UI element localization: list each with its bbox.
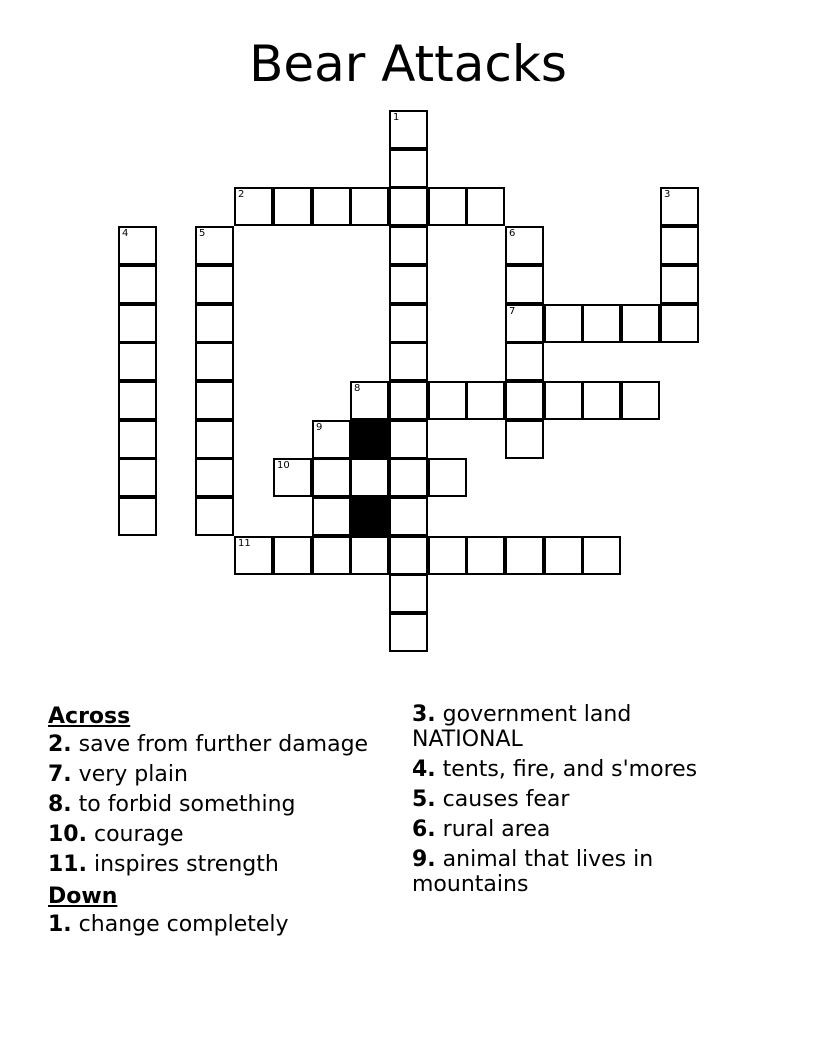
grid-cell[interactable] (544, 381, 583, 420)
grid-cell[interactable] (660, 187, 699, 226)
grid-cell[interactable] (350, 381, 389, 420)
grid-cell[interactable] (312, 497, 351, 536)
grid-cell[interactable] (273, 458, 312, 497)
grid-cell[interactable] (350, 458, 389, 497)
grid-cell[interactable] (389, 497, 428, 536)
grid-cell[interactable] (505, 381, 544, 420)
clue-number: 1 (393, 112, 400, 123)
clue-number: 3 (664, 189, 671, 200)
across-heading: Across (48, 704, 131, 729)
grid-cell[interactable] (505, 265, 544, 304)
grid-cell[interactable] (660, 265, 699, 304)
clue-down-1: 1. change completely (48, 912, 289, 937)
grid-cell[interactable] (389, 110, 428, 149)
grid-cell[interactable] (234, 187, 273, 226)
grid-cell[interactable] (389, 265, 428, 304)
grid-cell[interactable] (273, 536, 312, 575)
grid-cell[interactable] (195, 420, 234, 459)
clue-across-2: 2. save from further damage (48, 732, 369, 757)
grid-cell[interactable] (195, 226, 234, 265)
grid-cell[interactable] (428, 458, 467, 497)
grid-cell[interactable] (428, 381, 467, 420)
grid-cell[interactable] (195, 304, 234, 343)
grid-cell[interactable] (195, 342, 234, 381)
clue-number: 7 (509, 306, 516, 317)
grid-cell[interactable] (195, 458, 234, 497)
clue-number: 10 (277, 460, 290, 471)
grid-cell[interactable] (582, 381, 621, 420)
grid-cell[interactable] (466, 381, 505, 420)
grid-cell[interactable] (389, 536, 428, 575)
grid-cell[interactable] (466, 536, 505, 575)
grid-cell[interactable] (118, 420, 157, 459)
grid-cell[interactable] (428, 536, 467, 575)
clues-left-column (48, 702, 393, 942)
grid-cell[interactable] (621, 304, 660, 343)
clue-number: 8 (354, 383, 361, 394)
grid-cell[interactable] (389, 613, 428, 652)
grid-cell[interactable] (312, 536, 351, 575)
grid-cell[interactable] (582, 304, 621, 343)
clue-down-3: 3. government land NATIONAL (412, 702, 632, 752)
grid-cell[interactable] (350, 536, 389, 575)
block-cell (350, 497, 389, 536)
clue-number: 2 (238, 189, 245, 200)
grid-cell[interactable] (195, 381, 234, 420)
clue-down-9: 9. animal that lives in mountains (412, 847, 654, 897)
grid-cell[interactable] (273, 187, 312, 226)
grid-cell[interactable] (118, 342, 157, 381)
clue-number: 5 (199, 228, 206, 239)
clue-number: 11 (238, 538, 251, 549)
clues-right-column (412, 702, 712, 902)
grid-cell[interactable] (234, 536, 273, 575)
clue-number: 6 (509, 228, 516, 239)
grid-cell[interactable] (505, 342, 544, 381)
grid-cell[interactable] (505, 304, 544, 343)
grid-cell[interactable] (660, 226, 699, 265)
clue-down-4: 4. tents, fire, and s'mores (412, 757, 698, 782)
grid-cell[interactable] (118, 381, 157, 420)
clue-across-8: 8. to forbid something (48, 792, 296, 817)
clue-across-10: 10. courage (48, 822, 184, 847)
grid-cell[interactable] (350, 187, 389, 226)
grid-cell[interactable] (195, 265, 234, 304)
clue-across-11: 11. inspires strength (48, 852, 279, 877)
grid-cell[interactable] (118, 458, 157, 497)
block-cell (350, 420, 389, 459)
grid-cell[interactable] (118, 265, 157, 304)
grid-cell[interactable] (582, 536, 621, 575)
grid-cell[interactable] (389, 187, 428, 226)
down-heading: Down (48, 884, 118, 909)
grid-cell[interactable] (389, 420, 428, 459)
clue-down-5: 5. causes fear (412, 787, 570, 812)
grid-cell[interactable] (505, 226, 544, 265)
clue-down-6: 6. rural area (412, 817, 551, 842)
grid-cell[interactable] (118, 304, 157, 343)
grid-cell[interactable] (312, 420, 351, 459)
grid-cell[interactable] (544, 304, 583, 343)
clue-number: 9 (316, 422, 323, 433)
grid-cell[interactable] (466, 187, 505, 226)
grid-cell[interactable] (544, 536, 583, 575)
clue-number: 4 (122, 228, 129, 239)
grid-cell[interactable] (389, 574, 428, 613)
puzzle-title: Bear Attacks (249, 35, 567, 93)
grid-cell[interactable] (118, 226, 157, 265)
grid-cell[interactable] (312, 458, 351, 497)
grid-cell[interactable] (389, 149, 428, 188)
grid-cell[interactable] (428, 187, 467, 226)
grid-cell[interactable] (118, 497, 157, 536)
grid-cell[interactable] (389, 342, 428, 381)
grid-cell[interactable] (195, 497, 234, 536)
grid-cell[interactable] (312, 187, 351, 226)
grid-cell[interactable] (389, 226, 428, 265)
grid-cell[interactable] (389, 304, 428, 343)
grid-cell[interactable] (621, 381, 660, 420)
clue-across-7: 7. very plain (48, 762, 188, 787)
grid-cell[interactable] (389, 381, 428, 420)
grid-cell[interactable] (389, 458, 428, 497)
grid-cell[interactable] (505, 536, 544, 575)
grid-cell[interactable] (660, 304, 699, 343)
grid-cell[interactable] (505, 420, 544, 459)
